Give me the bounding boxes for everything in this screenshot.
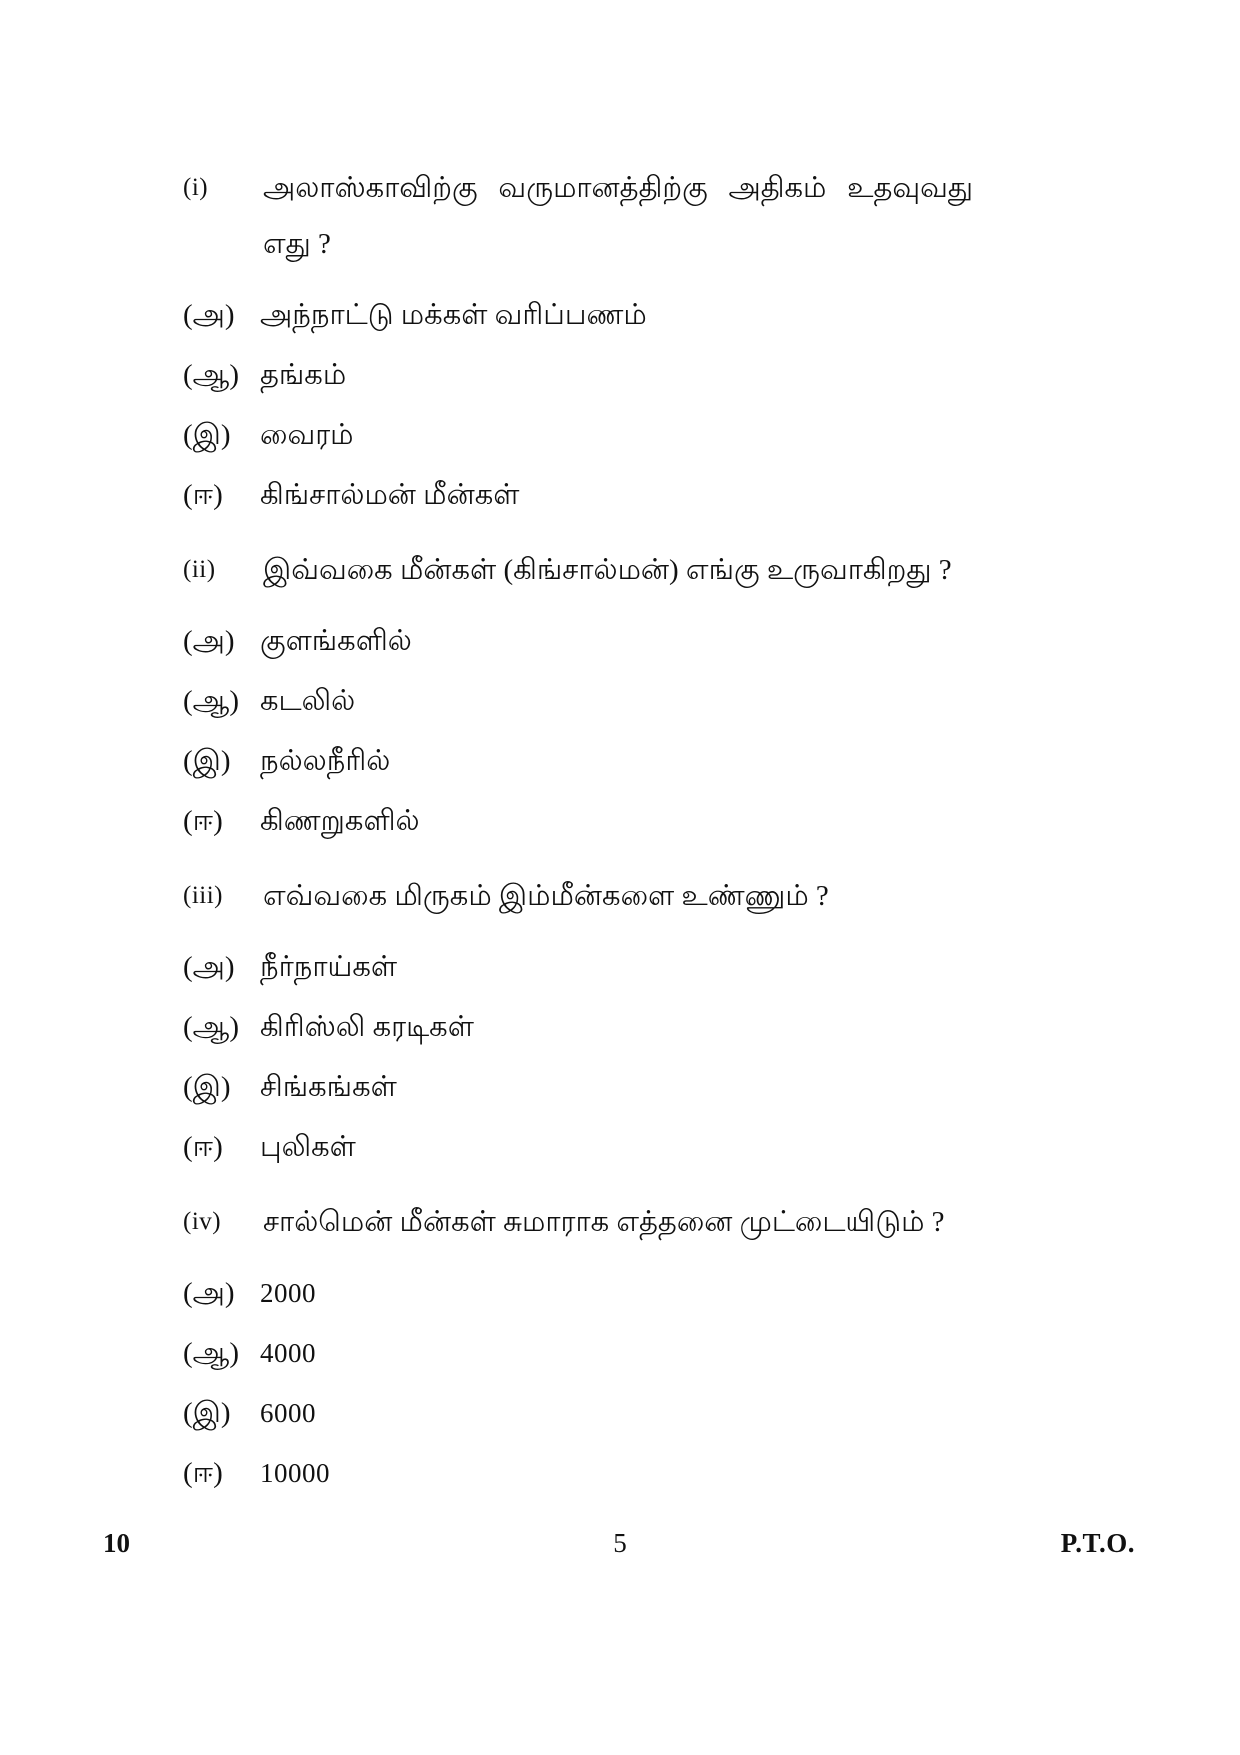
option-label: (அ) [183,299,235,331]
option-label: (ஆ) [183,1337,239,1369]
option-row [183,1130,1090,1164]
option-label: (இ) [183,745,231,777]
option-row [183,624,1090,658]
question-row [183,542,1090,598]
question-text: எவ்வகை மிருகம் இம்மீன்களை உண்ணும் ? [263,880,829,912]
option-label: (இ) [183,419,231,451]
question-number: (iii) [183,882,223,909]
option-row [183,804,1090,838]
option-text: வைரம் [260,419,354,451]
option-row [183,1276,1090,1310]
option-row [183,744,1090,778]
option-label: (ஈ) [183,805,223,837]
question-text: இவ்வகை மீன்கள் (கிங்சால்மன்) எங்கு உருவாகிறது ? [263,554,952,586]
footer-left-page-number: 10 [103,1528,130,1558]
option-label: (அ) [183,625,235,657]
option-label: (அ) [183,951,235,983]
option-row [183,1396,1090,1430]
option-label: (ஈ) [183,1457,223,1489]
option-label: (இ) [183,1071,231,1103]
question-number: (ii) [183,556,216,583]
question-number: (i) [183,174,209,201]
option-text: கிங்சால்மன் மீன்கள் [260,479,520,511]
option-label: (அ) [183,1277,235,1309]
question-item-iii [183,868,1090,1164]
option-text: குளங்களில் [260,625,412,657]
option-label: (இ) [183,1397,231,1429]
footer-center-page-number: 5 [613,1528,627,1558]
option-text: புலிகள் [260,1131,356,1163]
option-text: கிணறுகளில் [260,805,420,837]
option-row [183,684,1090,718]
option-row [183,950,1090,984]
option-text: கிரிஸ்லி கரடிகள் [260,1011,474,1043]
question-text: அலாஸ்காவிற்கு வருமானத்திற்கு அதிகம் உதவுவது எது ? [263,172,973,260]
option-text: தங்கம் [260,359,347,391]
question-item-iv [183,1194,1090,1490]
option-row [183,358,1090,392]
option-text: நல்லநீரில் [260,745,391,777]
option-text: 2000 [260,1278,316,1308]
option-row [183,418,1090,452]
option-row [183,298,1090,332]
option-row [183,1456,1090,1490]
option-label: (ஆ) [183,1011,239,1043]
option-label: (ஈ) [183,479,223,511]
option-row [183,1070,1090,1104]
option-text: சிங்கங்கள் [260,1071,397,1103]
question-row [183,1194,1090,1250]
question-number: (iv) [183,1208,222,1235]
option-label: (ஆ) [183,359,239,391]
footer-pto-label: P.T.O. [1060,1528,1135,1558]
question-row [183,160,1090,272]
option-text: 10000 [260,1458,330,1488]
option-row [183,1010,1090,1044]
option-label: (ஈ) [183,1131,223,1163]
option-row [183,478,1090,512]
option-label: (ஆ) [183,685,239,717]
option-row [183,1336,1090,1370]
option-text: நீர்நாய்கள் [260,951,398,983]
option-text: அந்நாட்டு மக்கள் வரிப்பணம் [260,299,647,331]
question-item-i [183,160,1090,512]
question-text: சால்மென் மீன்கள் சுமாராக எத்தனை முட்டையிடும் ? [263,1206,945,1238]
question-row [183,868,1090,924]
question-item-ii [183,542,1090,838]
option-text: 6000 [260,1398,316,1428]
questions-section [183,160,1090,1490]
option-text: 4000 [260,1338,316,1368]
option-text: கடலில் [260,685,356,717]
